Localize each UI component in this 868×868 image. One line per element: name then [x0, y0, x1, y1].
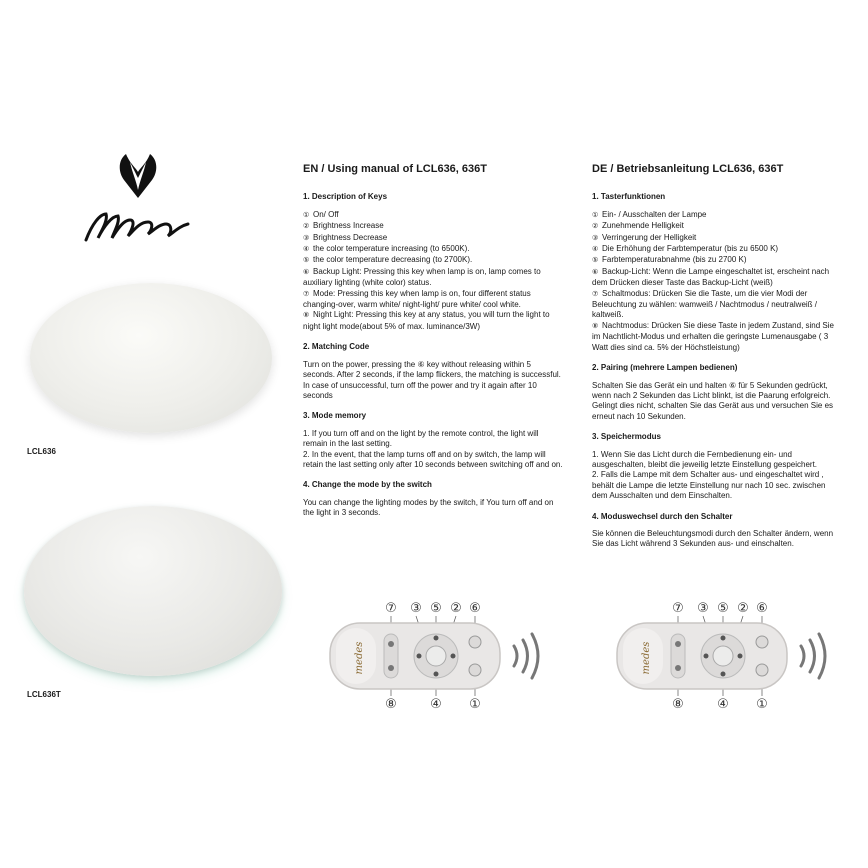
brand-logo — [78, 150, 198, 250]
de-key-5: ⑤ Farbtemperaturabnahme (bis zu 2700 K) — [592, 255, 747, 265]
callout-3: ③ — [697, 601, 709, 616]
de-key-7: ⑦ Schaltmodus: Drücken Sie die Taste, um die vier Modi der Beleuchtung zu wählen: wamweiß / Nachtmodus / neutralweiß / kaltweiß. — [592, 288, 817, 320]
de-key-3: ③ Verringerung der Helligkeit — [592, 232, 697, 242]
callout-6: ⑥ — [469, 601, 481, 616]
en-key-7: ⑦ Mode: Pressing this key when lamp is on, four different status changing-over, warm white/ night-light/ pure white/ cool white. — [303, 288, 531, 310]
de-section3-item-1: 1. Wenn Sie das Licht durch die Fernbedienung ein- und ausgeschalten, bleibt die jeweilig letzte Einstellung gespeichert. — [592, 449, 818, 469]
callout-7: ⑦ — [672, 601, 684, 616]
remote-diagram-en — [318, 598, 558, 718]
de-key-4: ④ Die Erhöhung der Farbtemperatur (bis zu 6500 K) — [592, 244, 779, 254]
remote-brand: medes — [641, 641, 652, 675]
lamp-lcl636t-image — [24, 506, 282, 676]
lamp-lcl636-label: LCL636 — [27, 447, 56, 456]
de-section1-heading: 1. Tasterfunktionen — [592, 192, 666, 202]
en-key-6: ⑥ Backup Light: Pressing this key when lamp is on, lamp comes to auxiliary lighting (white color) status. — [303, 266, 541, 288]
de-section2-text: Schalten Sie das Gerät ein und halten ⑥ für 5 Sekunden gedrückt, wenn nach 2 Sekunden das Licht blinkt, ist die Paarung erfolgreich. Gelingt dies nicht, schalten Sie das Gerät aus und versuchen Sie es erneut nach 10 Sekunden. — [592, 380, 834, 421]
de-key-1: ① Ein- / Ausschalten der Lampe — [592, 209, 707, 219]
callout-5: ⑤ — [430, 601, 442, 616]
de-manual — [592, 164, 842, 550]
en-section3-item-1: 1. If you turn off and on the light by the remote control, the light will remain in the last setting. — [303, 428, 539, 449]
callout-4: ④ — [717, 697, 729, 712]
en-key-3: ③ Brightness Decrease — [303, 232, 388, 242]
callout-1: ① — [756, 697, 768, 712]
en-section1-heading: 1. Description of Keys — [303, 192, 388, 202]
callout-5: ⑤ — [717, 601, 729, 616]
en-section4-text: You can change the lighting modes by the switch, if You turn off and on the light in 3 seconds. — [303, 497, 554, 518]
de-section3-heading: 3. Speichermodus — [592, 432, 661, 442]
en-key-list — [303, 210, 565, 332]
de-key-6: ⑥ Backup-Licht: Wenn die Lampe eingeschaltet ist, erscheint nach dem Drücken dieser Taste das Backup-Licht (weiß) — [592, 266, 830, 288]
remote-brand: medes — [354, 641, 365, 675]
callout-8: ⑧ — [385, 697, 397, 712]
remote-diagram-de — [605, 598, 845, 718]
de-title: DE / Betriebsanleitung LCL636, 636T — [592, 163, 784, 175]
callout-4: ④ — [430, 697, 442, 712]
en-key-1: ① On/ Off — [303, 209, 339, 219]
en-key-5: ⑤ the color temperature decreasing (to 2700K). — [303, 255, 473, 265]
signal-waves-icon — [801, 634, 825, 678]
callout-8: ⑧ — [672, 697, 684, 712]
en-section3-item-2: 2. In the event, that the lamp turns off and on by switch, the lamp will retain the last setting only after 10 seconds between switching off and on. — [303, 449, 563, 469]
de-key-2: ② Zunehmende Helligkeit — [592, 221, 684, 231]
callout-7: ⑦ — [385, 601, 397, 616]
callout-2: ② — [450, 601, 462, 616]
callout-2: ② — [737, 601, 749, 616]
de-key-8: ⑧ Nachtmodus: Drücken Sie diese Taste in jedem Zustand, sind Sie im Nachtlicht-Modus und erhalten die geringste Lumenausgabe ( 3 Watt dies sind ca. 5% der Höchstleistung) — [592, 320, 834, 352]
en-key-4: ④ the color temperature increasing (to 6500K). — [303, 244, 470, 254]
en-key-2: ② Brightness Increase — [303, 221, 384, 231]
callout-3: ③ — [410, 601, 422, 616]
signal-waves-icon — [514, 634, 538, 678]
lamp-lcl636-image — [30, 283, 272, 433]
lamp-lcl636t-label: LCL636T — [27, 690, 61, 699]
remote-illustration — [605, 598, 845, 718]
callout-6: ⑥ — [756, 601, 768, 616]
de-key-list — [592, 210, 842, 353]
en-section2-text: Turn on the power, pressing the ⑥ key without releasing within 5 seconds. After 2 seconds, if the lamp flickers, the matching is successful. In case of unsuccessful, turn off the power and try it again after 10 seconds — [303, 359, 561, 400]
de-section4-text: Sie können die Beleuchtungsmodi durch den Schalter ändern, wenn Sie das Licht während 3 Sekunden aus- und einschalten. — [592, 528, 834, 549]
de-section2-heading: 2. Pairing (mehrere Lampen bedienen) — [592, 363, 738, 373]
de-section4-heading: 4. Moduswechsel durch den Schalter — [592, 511, 733, 521]
callout-1: ① — [469, 697, 481, 712]
en-key-8: ⑧ Night Light: Pressing this key at any status, you will turn the light to night light mode(about 5% of max. luminance/3W) — [303, 310, 550, 331]
en-section3-heading: 3. Mode memory — [303, 411, 367, 421]
en-title: EN / Using manual of LCL636, 636T — [303, 163, 487, 175]
remote-illustration — [318, 598, 558, 718]
en-section4-heading: 4. Change the mode by the switch — [303, 480, 432, 490]
en-section2-heading: 2. Matching Code — [303, 342, 370, 352]
en-manual — [303, 164, 565, 519]
de-section3-item-2: 2. Falls die Lampe mit dem Schalter aus- und eingeschaltet wird , behält die Lampe die letzte Einstellung nur nach 10 sec. zwischen dem Ausschalten und dem Einschalten. — [592, 470, 826, 501]
